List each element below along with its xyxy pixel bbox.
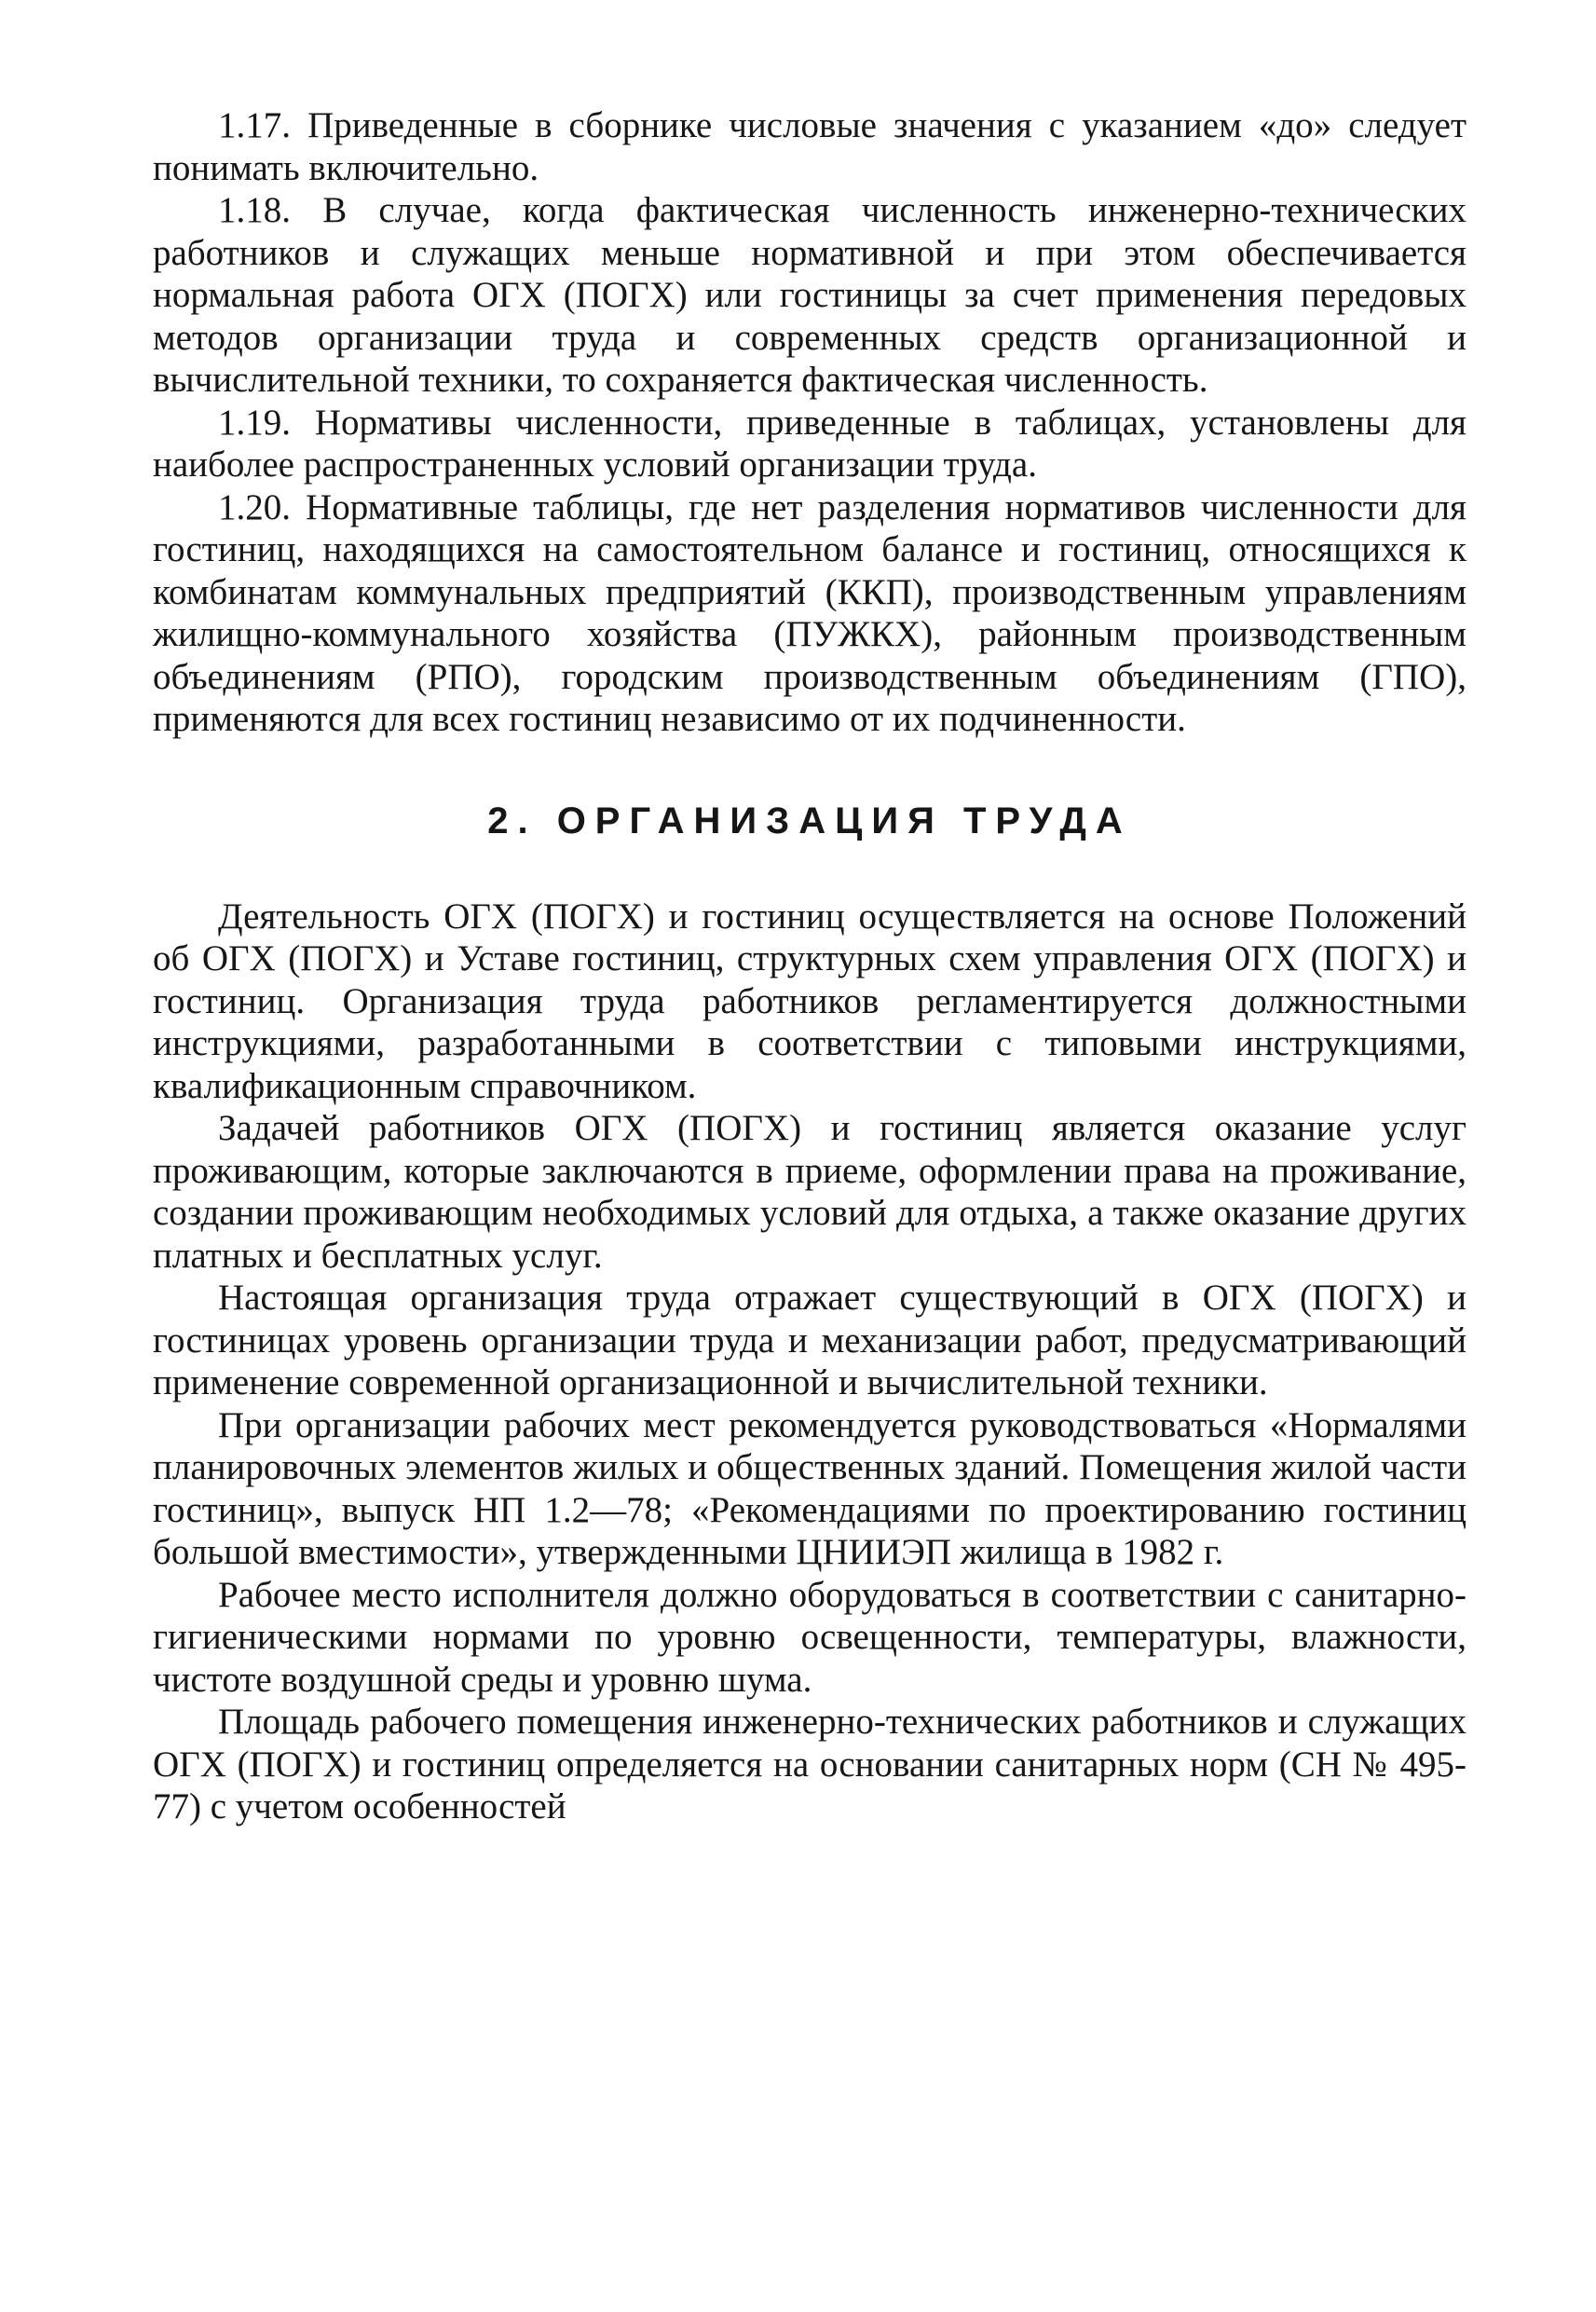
paragraph-organization: Настоящая организация труда отражает существующий в ОГХ (ПОГХ) и гостиницах уровень организации труда и механизации работ, предусматривающий применение современной организационной и вычислительной техники. <box>153 1278 1466 1402</box>
paragraph-workplaces: При организации рабочих мест рекомендуется руководствоваться «Нормалями планировочных элементов жилых и общественных зданий. Помещения жилой части гостиниц», выпуск НП 1.2—78; «Рекомендациями по проектированию гостиниц большой вместимости», утвержденными ЦНИИЭП жилища в 1982 г. <box>153 1404 1466 1572</box>
paragraph-workroom-area: Площадь рабочего помещения инженерно-технических работников и служащих ОГХ (ПОГХ) и гостиниц определяется на основании санитарных норм (СН № 495-77) с учетом особенностей <box>153 1702 1466 1826</box>
paragraph-workplace-equipment: Рабочее место исполнителя должно оборудоваться в соответствии с санитарно-гигиеническими нормами по уровню освещенности, температуры, влажности, чистоте воздушной среды и уровню шума. <box>153 1574 1466 1700</box>
document-page <box>153 104 1466 1828</box>
paragraph-1-17: 1.17. Приведенные в сборнике числовые значения с указанием «до» следует понимать включительно. <box>153 105 1466 188</box>
paragraph-activity: Деятельность ОГХ (ПОГХ) и гостиниц осуществляется на основе Положений об ОГХ (ПОГХ) и Уставе гостиниц, структурных схем управления ОГХ (ПОГХ) и гостиниц. Организация труда работников регламентируется должностными инструкциями, разработанными в соответствии с типовыми инструкциями, квалификационным справочником. <box>153 896 1466 1106</box>
paragraph-tasks: Задачей работников ОГХ (ПОГХ) и гостиниц является оказание услуг проживающим, которые заключаются в приеме, оформлении права на проживание, создании проживающим необходимых условий для отдыха, а также оказание других платных и бесплатных услуг. <box>153 1108 1466 1276</box>
paragraph-1-20: 1.20. Нормативные таблицы, где нет разделения нормативов численности для гостиниц, находящихся на самостоятельном балансе и гостиниц, относящихся к комбинатам коммунальных предприятий (ККП), производственным управлениям жилищно-коммунального хозяйства (ПУЖКХ), районным производственным объединениям (РПО), городским производственным объединениям (ГПО), применяются для всех гостиниц независимо от их подчиненности. <box>153 486 1466 739</box>
paragraph-1-19: 1.19. Нормативы численности, приведенные в таблицах, установлены для наиболее распространенных условий организации труда. <box>153 402 1466 485</box>
section-heading: 2. ОРГАНИЗАЦИЯ ТРУДА <box>487 800 1132 841</box>
paragraph-1-18: 1.18. В случае, когда фактическая численность инженерно-технических работников и служащих меньше нормативной и при этом обеспечивается нормальная работа ОГХ (ПОГХ) или гостиницы за счет применения передовых методов организации труда и современных средств организационной и вычислительной техники, то сохраняется фактическая численность. <box>153 190 1466 400</box>
